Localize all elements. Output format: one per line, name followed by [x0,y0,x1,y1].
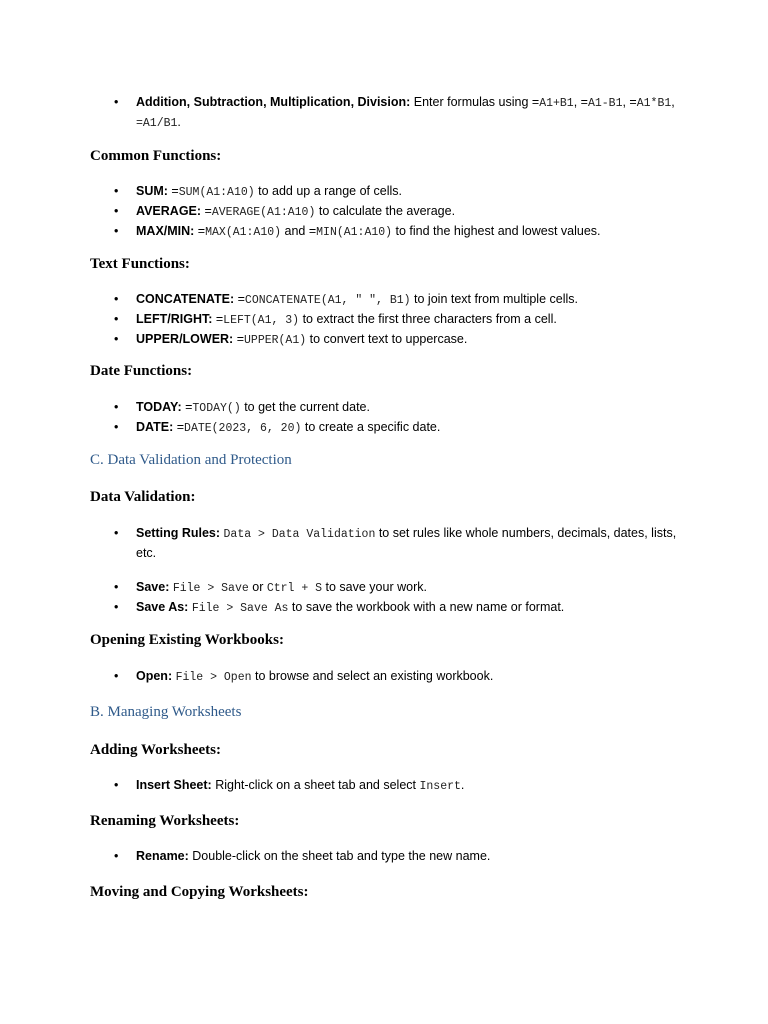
bullet-icon: • [114,332,119,346]
list-item: • DATE: =DATE(2023, 6, 20) to create a specific date. [114,420,441,435]
bullet-icon: • [114,420,119,434]
bullet-icon: • [114,580,119,594]
list-item: • Addition, Subtraction, Multiplication, Division: Enter formulas using =A1+B1, =A1-B1, =A1*B1, =A1/B1. [114,95,675,130]
opening-workbooks-heading: Opening Existing Workbooks: [90,632,284,648]
common-functions-list [0,182,768,242]
list-item: • CONCATENATE: =CONCATENATE(A1, " ", B1) to join text from multiple cells. [114,292,578,307]
bullet-icon: • [114,669,119,683]
bullet-icon: • [114,292,119,306]
list-item: • MAX/MIN: =MAX(A1:A10) and =MIN(A1:A10) to find the highest and lowest values. [114,224,601,239]
list-item: • SUM: =SUM(A1:A10) to add up a range of cells. [114,184,402,199]
common-functions-heading: Common Functions: [90,148,222,164]
date-functions-heading: Date Functions: [90,363,193,379]
data-validation-heading: Data Validation: [90,489,196,505]
list-item: • Rename: Double-click on the sheet tab and type the new name. [114,849,491,863]
adding-list [0,776,768,796]
arithmetic-list [0,93,768,133]
bullet-icon: • [114,778,119,792]
list-item: • TODAY: =TODAY() to get the current date. [114,400,370,415]
date-functions-list [0,398,768,438]
moving-copying-heading: Moving and Copying Worksheets: [90,884,309,900]
bullet-icon: • [114,95,119,109]
bullet-icon: • [114,526,119,540]
bullet-icon: • [114,400,119,414]
bullet-icon: • [114,184,119,198]
data-validation-list [0,524,768,562]
list-item: • Save As: File > Save As to save the workbook with a new name or format. [114,600,565,615]
bullet-icon: • [114,600,119,614]
bullet-icon: • [114,204,119,218]
renaming-worksheets-heading: Renaming Worksheets: [90,813,240,829]
list-item: • AVERAGE: =AVERAGE(A1:A10) to calculate the average. [114,204,456,219]
text-functions-heading: Text Functions: [90,256,190,272]
bullet-icon: • [114,312,119,326]
list-item: • Save: File > Save or Ctrl + S to save your work. [114,580,427,595]
section-b-title: B. Managing Worksheets [90,704,242,720]
section-c-title: C. Data Validation and Protection [90,452,292,468]
renaming-list [0,847,768,865]
adding-worksheets-heading: Adding Worksheets: [90,742,222,758]
bullet-icon: • [114,224,119,238]
list-item: • LEFT/RIGHT: =LEFT(A1, 3) to extract the first three characters from a cell. [114,312,557,327]
bullet-icon: • [114,849,119,863]
list-item: • Setting Rules: Data > Data Validation to set rules like whole numbers, decimals, dates, lists, etc. [114,526,677,560]
list-item: • Insert Sheet: Right-click on a sheet tab and select Insert. [114,778,465,793]
list-item: • UPPER/LOWER: =UPPER(A1) to convert text to uppercase. [114,332,468,347]
item-label: Addition, Subtraction, Multiplication, Division: [136,95,411,109]
save-list [0,578,768,618]
text-functions-list [0,290,768,350]
opening-list [0,667,768,687]
list-item: • Open: File > Open to browse and select an existing workbook. [114,669,494,684]
